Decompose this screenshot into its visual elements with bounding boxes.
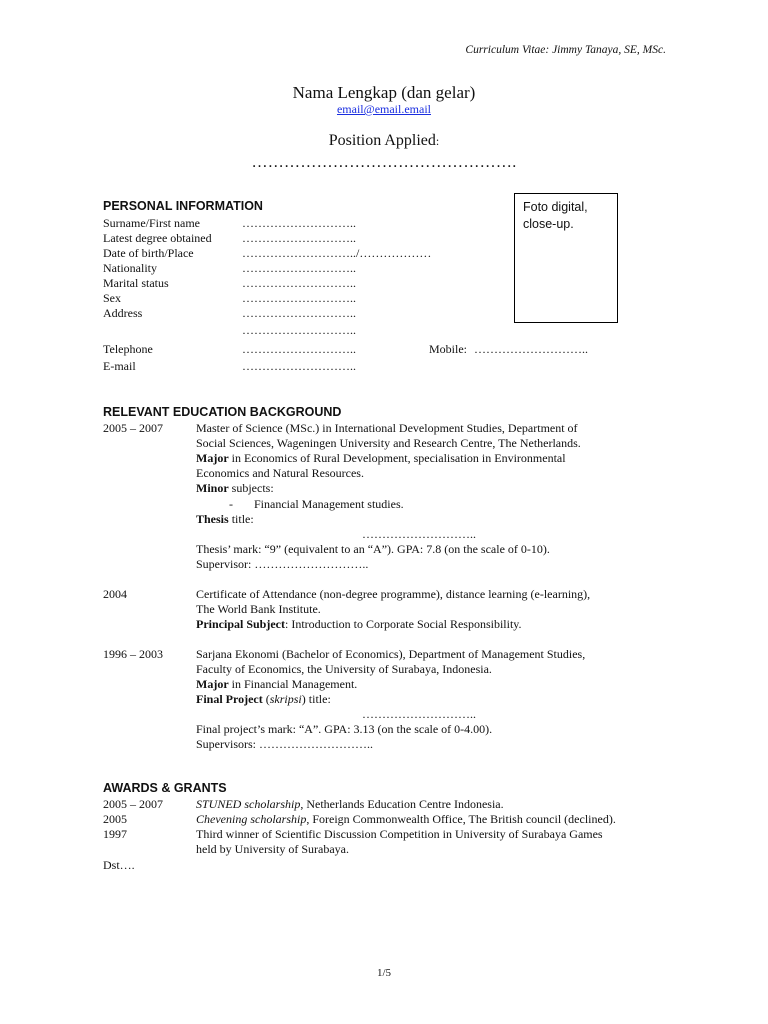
field-label: Nationality bbox=[103, 261, 157, 275]
field-label: Marital status bbox=[103, 276, 169, 290]
edu-year: 2004 bbox=[103, 587, 127, 601]
edu-line: Supervisor: ……………………….. bbox=[196, 557, 369, 571]
photo-placeholder bbox=[514, 193, 618, 323]
edu-line: Supervisors: ……………………….. bbox=[196, 737, 373, 751]
edu-line: Master of Science (MSc.) in International Development Studies, Department of bbox=[196, 421, 578, 435]
edu-year: 2005 – 2007 bbox=[103, 421, 163, 435]
education-heading: RELEVANT EDUCATION BACKGROUND bbox=[103, 405, 342, 419]
award-year: 2005 – 2007 bbox=[103, 797, 163, 811]
position-colon: : bbox=[435, 134, 440, 148]
award-year: 2005 bbox=[103, 812, 127, 826]
bullet: - bbox=[229, 497, 233, 511]
field-value: ……………………….. bbox=[242, 323, 356, 337]
field-value: ……………………….. bbox=[242, 359, 356, 373]
minor-item: Financial Management studies. bbox=[254, 497, 404, 511]
field-value: ……………………….. bbox=[242, 291, 356, 305]
field-label: Latest degree obtained bbox=[103, 231, 212, 245]
field-value: ……………………….. bbox=[242, 342, 356, 356]
edu-line: Faculty of Economics, the University of Surabaya, Indonesia. bbox=[196, 662, 492, 676]
edu-line: Social Sciences, Wageningen University and Research Centre, The Netherlands. bbox=[196, 436, 581, 450]
position-label: Position Applied bbox=[328, 132, 436, 149]
edu-line: Thesis’ mark: “9” (equivalent to an “A”). GPA: 7.8 (on the scale of 0-10). bbox=[196, 542, 550, 556]
award-year: 1997 bbox=[103, 827, 127, 841]
thesis-placeholder: ……………………….. bbox=[362, 527, 476, 541]
full-name: Nama Lengkap (dan gelar) bbox=[292, 83, 476, 102]
edu-principal-subject: Principal Subject: Introduction to Corporate Social Responsibility. bbox=[196, 617, 522, 631]
final-project-placeholder: ……………………….. bbox=[362, 707, 476, 721]
awards-heading: AWARDS & GRANTS bbox=[103, 781, 227, 795]
page-number: 1/5 bbox=[376, 967, 392, 979]
field-value: ………………………../……………… bbox=[242, 246, 432, 260]
email-line bbox=[0, 102, 768, 117]
award-line: Third winner of Scientific Discussion Competition in University of Surabaya Games bbox=[196, 827, 603, 841]
position-placeholder: …………………………………………. bbox=[251, 154, 517, 171]
field-value: ……………………….. bbox=[242, 261, 356, 275]
edu-final-project: Final Project (skripsi) title: bbox=[196, 692, 331, 706]
field-value: ……………………….. bbox=[242, 276, 356, 290]
etc-text: Dst…. bbox=[103, 858, 135, 872]
photo-text-line1: Foto digital, bbox=[523, 200, 588, 214]
personal-info-heading: PERSONAL INFORMATION bbox=[103, 199, 263, 213]
field-label: Date of birth/Place bbox=[103, 246, 194, 260]
field-value: ……………………….. bbox=[242, 306, 356, 320]
running-header: Curriculum Vitae: Jimmy Tanaya, SE, MSc. bbox=[465, 44, 666, 56]
photo-text-line2: close-up. bbox=[523, 217, 574, 231]
edu-year: 1996 – 2003 bbox=[103, 647, 163, 661]
award-line: Chevening scholarship, Foreign Commonwealth Office, The British council (declined). bbox=[196, 812, 616, 826]
field-label: Telephone bbox=[103, 342, 153, 356]
position-applied bbox=[0, 132, 768, 150]
field-label: Sex bbox=[103, 291, 121, 305]
field-value: ……………………….. bbox=[242, 231, 356, 245]
mobile-label: Mobile: bbox=[429, 342, 467, 356]
edu-line: The World Bank Institute. bbox=[196, 602, 321, 616]
email-link[interactable]: email@email.email bbox=[336, 102, 431, 116]
field-label: Surname/First name bbox=[103, 216, 200, 230]
mobile-value: ……………………….. bbox=[474, 342, 588, 356]
edu-major: Major in Economics of Rural Development, specialisation in Environmental bbox=[196, 451, 566, 465]
field-label: E-mail bbox=[103, 359, 136, 373]
edu-minor: Minor subjects: bbox=[196, 481, 274, 495]
field-label: Address bbox=[103, 306, 143, 320]
edu-line: Economics and Natural Resources. bbox=[196, 466, 364, 480]
edu-line: Final project’s mark: “A”. GPA: 3.13 (on the scale of 0-4.00). bbox=[196, 722, 493, 736]
award-line: STUNED scholarship, Netherlands Education Centre Indonesia. bbox=[196, 797, 504, 811]
edu-major: Major in Financial Management. bbox=[196, 677, 358, 691]
edu-thesis: Thesis title: bbox=[196, 512, 254, 526]
edu-line: Sarjana Ekonomi (Bachelor of Economics), Department of Management Studies, bbox=[196, 647, 586, 661]
award-line: held by University of Surabaya. bbox=[196, 842, 349, 856]
field-value: ……………………….. bbox=[242, 216, 356, 230]
edu-line: Certificate of Attendance (non-degree programme), distance learning (e-learning), bbox=[196, 587, 591, 601]
